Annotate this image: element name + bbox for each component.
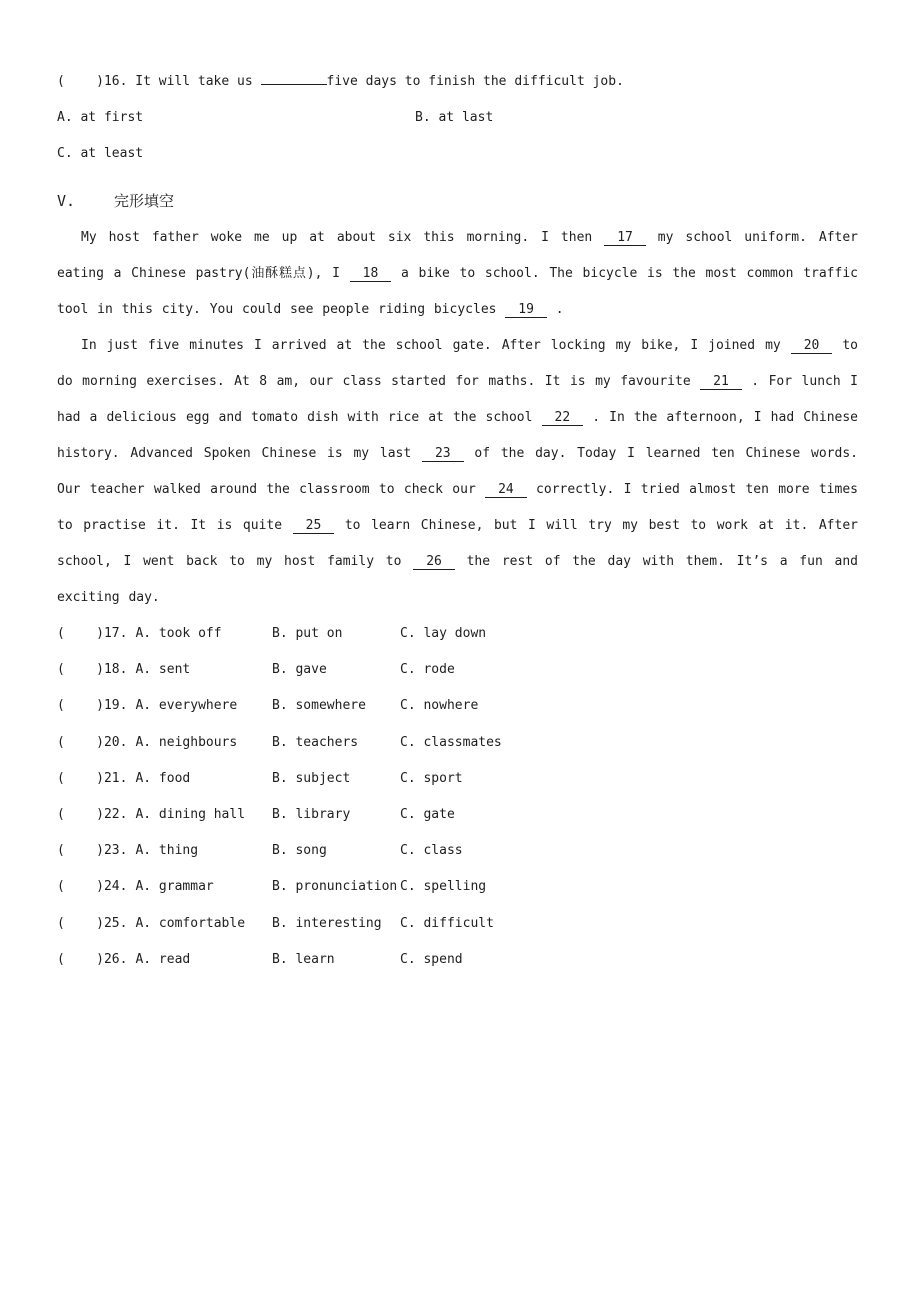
answer-paren: ( ) xyxy=(57,807,104,823)
choice-row-17 xyxy=(57,616,858,652)
answer-paren: ( ) xyxy=(57,662,104,678)
question-16-option-a: A. at first xyxy=(57,110,144,125)
choice-option-b: B. put on xyxy=(272,626,343,641)
cloze-blank-20: 20 xyxy=(791,339,833,354)
choice-option-c: C. classmates xyxy=(400,734,502,750)
cloze-blank-22: 22 xyxy=(542,411,584,426)
choice-number: 22. xyxy=(103,807,128,823)
choice-row-26 xyxy=(57,942,858,978)
question-16-block xyxy=(57,64,858,172)
choice-option-c: C. spelling xyxy=(400,879,487,895)
cloze-blank-21: 21 xyxy=(700,375,742,390)
choice-option-a: A. read xyxy=(135,951,191,967)
choice-number: 24. xyxy=(103,879,128,895)
question-16-stem: ( )16. It will take us five days to finish the difficult job. xyxy=(57,64,858,100)
answer-paren: ( ) xyxy=(57,915,104,931)
answer-paren: ( ) xyxy=(57,770,104,786)
choice-number: 25. xyxy=(103,915,128,931)
choice-option-b: B. library xyxy=(272,807,351,823)
question-16-option-c: C. at least xyxy=(57,146,144,161)
choice-row-23 xyxy=(57,833,858,869)
cloze-paragraph-1: My host father woke me up at about six this morning. I then 17 my school uniform. After eating a Chinese pastry(油酥糕点), I 18 a bike to school. The bicycle is the most common traffic tool in this city. You could see people riding bicycles 19 . xyxy=(57,230,858,317)
section-v-title: 完形填空 xyxy=(114,192,175,210)
choice-number: 17. xyxy=(103,626,128,641)
worksheet-content xyxy=(57,64,858,978)
choice-option-b: B. interesting xyxy=(272,915,382,931)
section-v-heading xyxy=(57,183,858,220)
choice-number: 23. xyxy=(103,843,128,859)
choice-row-19 xyxy=(57,688,858,724)
cloze-blank-25: 25 xyxy=(293,519,335,534)
choice-row-25 xyxy=(57,906,858,942)
question-16-option-b: B. at last xyxy=(415,110,494,125)
choice-row-20 xyxy=(57,725,858,761)
choice-option-b: B. song xyxy=(272,843,327,859)
answer-paren: ( ) xyxy=(57,879,104,895)
choice-option-c: C. rode xyxy=(400,662,455,678)
choice-option-c: C. gate xyxy=(400,807,455,823)
choice-option-a: A. took off xyxy=(135,626,222,641)
choice-option-a: A. sent xyxy=(135,662,191,678)
choice-row-22 xyxy=(57,797,858,833)
choice-number: 18. xyxy=(103,662,128,678)
choice-number: 21. xyxy=(103,770,128,786)
cloze-blank-17: 17 xyxy=(604,231,646,246)
choice-option-b: B. somewhere xyxy=(272,698,366,714)
answer-paren: ( ) xyxy=(57,734,104,750)
choice-number: 20. xyxy=(103,734,128,750)
choice-option-b: B. pronunciation xyxy=(272,879,398,895)
choice-option-a: A. food xyxy=(135,770,191,786)
choice-option-b: B. teachers xyxy=(272,734,359,750)
choice-option-c: C. sport xyxy=(400,770,463,786)
choice-option-c: C. class xyxy=(400,843,463,859)
cloze-blank-24: 24 xyxy=(485,483,527,498)
choice-option-c: C. lay down xyxy=(400,626,487,641)
cloze-blank-26: 26 xyxy=(413,555,455,570)
choice-option-b: B. subject xyxy=(272,770,351,786)
choice-option-c: C. difficult xyxy=(400,915,494,931)
choice-row-21 xyxy=(57,761,858,797)
question-16-options-row xyxy=(57,100,858,136)
choice-option-a: A. comfortable xyxy=(135,915,246,931)
choice-row-24 xyxy=(57,869,858,905)
answer-paren: ( ) xyxy=(57,698,104,714)
choice-option-a: A. neighbours xyxy=(135,734,238,750)
section-v-numeral: V. xyxy=(57,192,76,210)
cloze-paragraph-2: In just five minutes I arrived at the school gate. After locking my bike, I joined my 20 to do morning exercises. At 8 am, our class started for maths. It is my favourite 21 . For lunch I had a delicious egg and tomato dish with rice at the school 22 . In the afternoon, I had Chinese history. Advanced Spoken Chinese is my last 23 of the day. Today I learned ten Chinese words. Our teacher walked around the classroom to check our 24 correctly. I tried almost ten more times to practise it. It is quite 25 to learn Chinese, but I will try my best to work at it. After school, I went back to my host family to 26 the rest of the day with them. It’s a fun and exciting day. xyxy=(57,338,859,605)
choice-number: 19. xyxy=(103,698,128,714)
choice-option-c: C. spend xyxy=(400,951,463,967)
answer-paren: ( ) xyxy=(57,843,104,859)
choice-option-b: B. learn xyxy=(272,951,335,967)
choice-option-b: B. gave xyxy=(272,662,327,678)
choice-option-c: C. nowhere xyxy=(400,698,479,714)
choice-number: 26. xyxy=(103,951,128,967)
answer-paren: ( ) xyxy=(57,951,104,967)
answer-blank xyxy=(261,70,327,85)
choice-option-a: A. thing xyxy=(135,843,199,859)
choice-rows-list xyxy=(57,616,858,978)
choice-option-a: A. everywhere xyxy=(135,698,238,714)
choice-option-a: A. dining hall xyxy=(135,807,246,823)
answer-paren: ( ) xyxy=(57,626,104,641)
cloze-blank-18: 18 xyxy=(350,267,392,282)
choice-option-a: A. grammar xyxy=(135,879,214,895)
choice-row-18 xyxy=(57,652,858,688)
cloze-blank-19: 19 xyxy=(505,303,547,318)
cloze-blank-23: 23 xyxy=(422,447,464,462)
